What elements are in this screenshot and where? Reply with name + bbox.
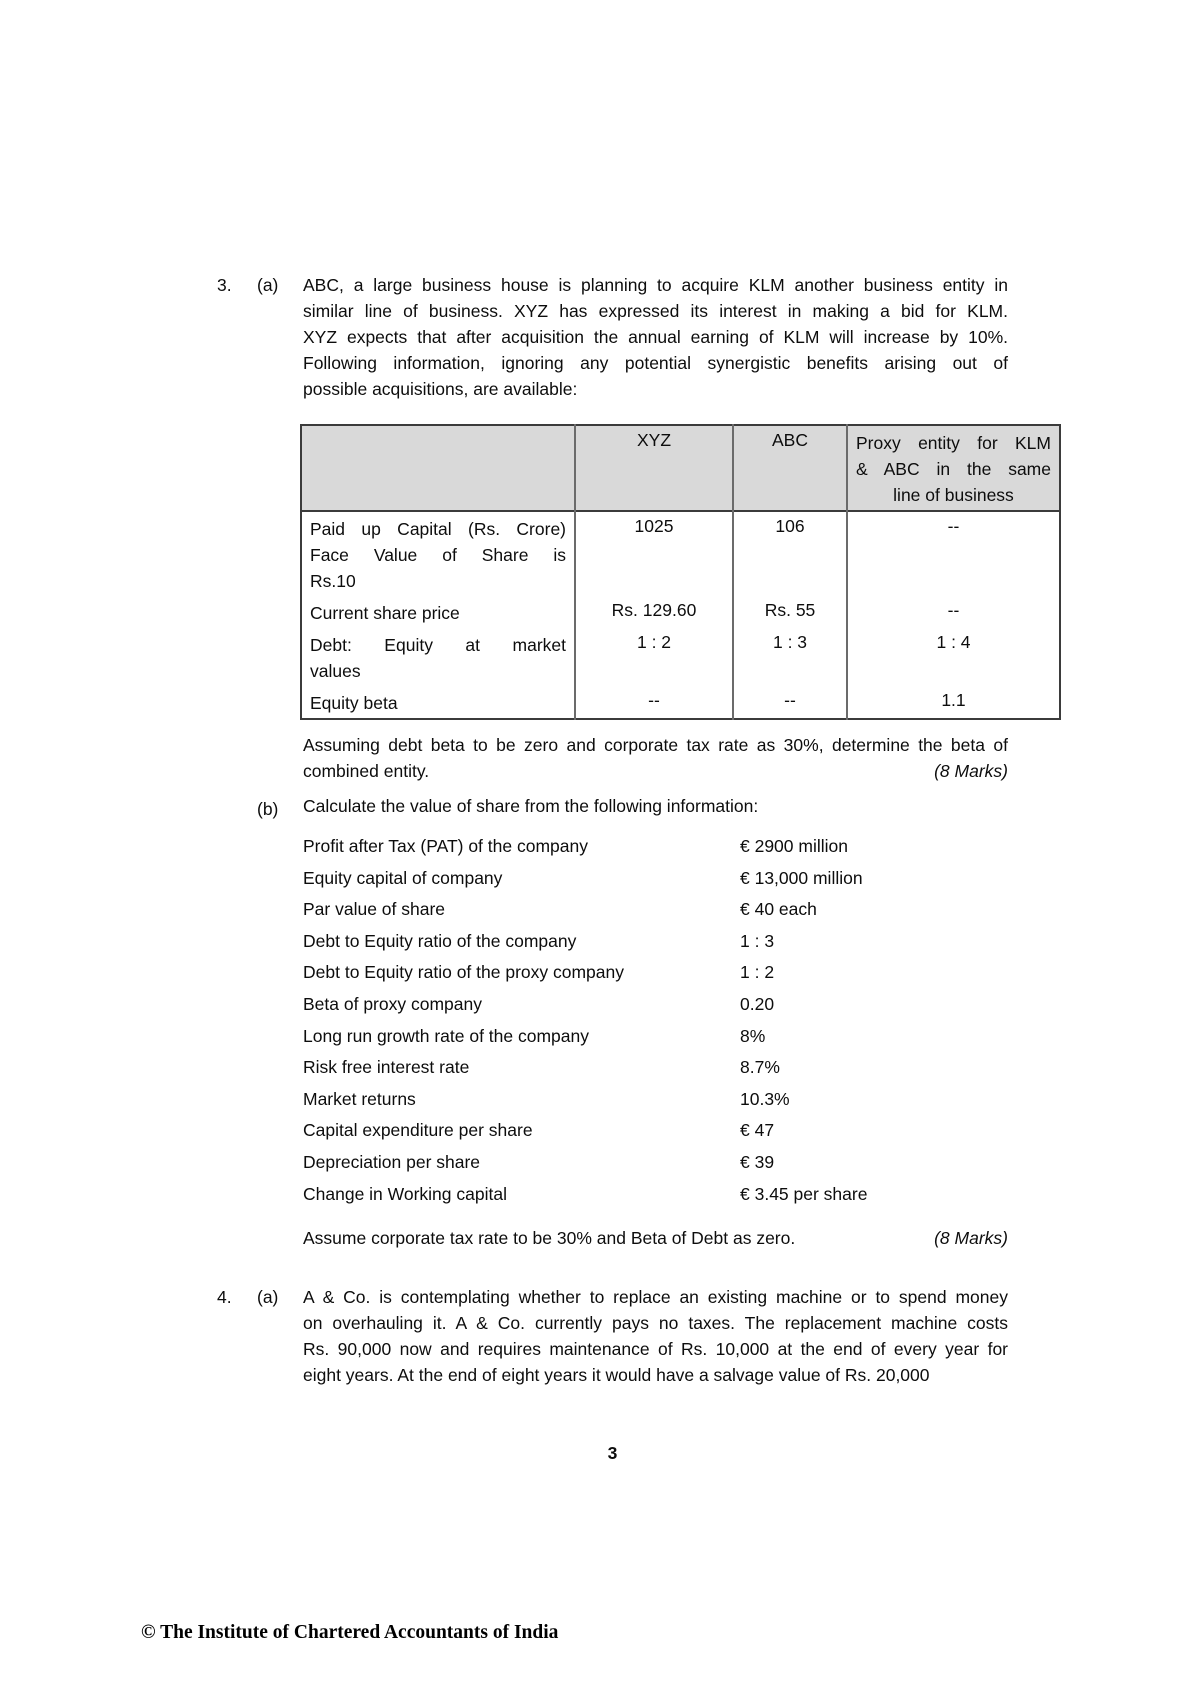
table-row: [301, 511, 1060, 596]
info-label: Capital expenditure per share: [303, 1120, 533, 1141]
table-row: [301, 628, 1060, 686]
info-row: [303, 896, 1008, 922]
table-header: [301, 425, 1060, 511]
info-label: Debt to Equity ratio of the company: [303, 930, 577, 951]
info-value: 1 : 2: [740, 962, 775, 983]
question-3b-block: [257, 796, 1008, 822]
info-list: [303, 833, 1008, 1212]
text-line: eight years. At the end of eight years it would have a salvage value of Rs. 20,000: [303, 1365, 930, 1385]
value-cell-abc: Rs. 55: [733, 596, 847, 628]
info-row: [303, 1086, 1008, 1112]
row-label-cell: [301, 628, 575, 686]
info-label: Depreciation per share: [303, 1151, 481, 1172]
text-line: Debt: Equity at market: [310, 635, 566, 655]
text-line: Current share price: [310, 603, 460, 623]
info-value: € 40 each: [740, 899, 817, 920]
info-row: [303, 1054, 1008, 1080]
header-proxy-entity: [847, 425, 1060, 511]
header-empty-cell: [301, 425, 575, 511]
info-row: [303, 1117, 1008, 1143]
page-number: 3: [607, 1443, 618, 1463]
text-line: XYZ expects that after acquisition the annual earning of KLM will increase by 10%.: [303, 327, 1008, 347]
info-value: € 39: [740, 1151, 775, 1172]
comparison-table: [300, 424, 1061, 720]
marks-label: (8 Marks): [934, 761, 1008, 781]
text-line: & ABC in the same: [856, 459, 1051, 479]
info-value: € 13,000 million: [740, 867, 863, 888]
info-label: Profit after Tax (PAT) of the company: [303, 836, 588, 856]
info-value: 1 : 3: [740, 930, 775, 951]
value-cell-proxy: 1 : 4: [847, 628, 1060, 686]
info-label: Beta of proxy company: [303, 993, 482, 1014]
info-value: 8%: [740, 1025, 766, 1046]
value-cell-abc: --: [733, 686, 847, 719]
table-body: [301, 511, 1060, 719]
text-line: combined entity.: [303, 761, 430, 781]
info-value: € 2900 million: [740, 836, 848, 856]
info-label: Market returns: [303, 1088, 416, 1109]
info-value: 8.7%: [740, 1057, 780, 1078]
text-line: Proxy entity for KLM: [856, 433, 1051, 453]
info-label: Long run growth rate of the company: [303, 1025, 590, 1046]
question-number: 3.: [217, 275, 232, 295]
text-line: Rs.10: [310, 571, 356, 591]
footer-copyright: © The Institute of Chartered Accountants of India: [141, 1622, 559, 1643]
text-line: similar line of business. XYZ has expressed its interest in making a bid for KLM.: [303, 301, 1008, 321]
info-value: € 47: [740, 1120, 775, 1141]
info-row: [303, 959, 1008, 985]
question-3a-block: [217, 272, 1008, 402]
value-cell-xyz: --: [575, 686, 733, 719]
question-3b-intro: Calculate the value of share from the following information:: [303, 796, 759, 816]
row-label-cell: [301, 511, 575, 596]
text-line: possible acquisitions, are available:: [303, 379, 578, 399]
info-row: [303, 1181, 1008, 1207]
info-label: Par value of share: [303, 899, 446, 920]
info-row: [303, 1023, 1008, 1049]
subpart-label-b: (b): [257, 799, 279, 819]
value-cell-abc: 1 : 3: [733, 628, 847, 686]
text-line: Paid up Capital (Rs. Crore): [310, 519, 566, 539]
text-line: Rs. 90,000 now and requires maintenance of Rs. 10,000 at the end of every year for: [303, 1339, 1008, 1359]
table-row: [301, 686, 1060, 719]
header-xyz: XYZ: [575, 425, 733, 511]
info-row: [303, 833, 1008, 859]
question-3a-closing: [303, 732, 1008, 784]
text-line: values: [310, 661, 361, 681]
value-cell-xyz: 1025: [575, 511, 733, 596]
info-row: [303, 928, 1008, 954]
value-cell-proxy: 1.1: [847, 686, 1060, 719]
info-value: 0.20: [740, 993, 775, 1014]
value-cell-xyz: Rs. 129.60: [575, 596, 733, 628]
question-4a-paragraph: [303, 1284, 1008, 1388]
text-line: ABC, a large business house is planning to acquire KLM another business entity in: [303, 275, 1008, 295]
info-value: € 3.45 per share: [740, 1183, 868, 1204]
text-line: Assume corporate tax rate to be 30% and Beta of Debt as zero.: [303, 1228, 796, 1248]
info-label: Change in Working capital: [303, 1183, 507, 1204]
header-abc: ABC: [733, 425, 847, 511]
question-4a-block: [217, 1284, 1008, 1388]
marks-label: (8 Marks): [934, 1228, 1008, 1248]
question-3a-paragraph: [303, 272, 1008, 402]
value-cell-proxy: --: [847, 511, 1060, 596]
text-line: Equity beta: [310, 693, 398, 713]
question-3b-closing: [303, 1225, 1008, 1251]
question-number: 4.: [217, 1287, 232, 1307]
info-row: [303, 991, 1008, 1017]
row-label-cell: [301, 596, 575, 628]
table-header-row: [301, 425, 1060, 511]
value-cell-proxy: --: [847, 596, 1060, 628]
table-row: [301, 596, 1060, 628]
text-line: line of business: [893, 485, 1014, 505]
info-label: Debt to Equity ratio of the proxy company: [303, 962, 624, 983]
subpart-label-a: (a): [257, 1287, 279, 1307]
text-line: Assuming debt beta to be zero and corporate tax rate as 30%, determine the beta of: [303, 735, 1008, 755]
info-row: [303, 865, 1008, 891]
info-value: 10.3%: [740, 1088, 790, 1109]
value-cell-abc: 106: [733, 511, 847, 596]
subpart-label-a: (a): [257, 275, 279, 295]
text-line: Following information, ignoring any potential synergistic benefits arising out of: [303, 353, 1008, 373]
text-line: on overhauling it. A & Co. currently pays no taxes. The replacement machine costs: [303, 1313, 1008, 1333]
text-line: A & Co. is contemplating whether to replace an existing machine or to spend money: [303, 1287, 1008, 1307]
info-row: [303, 1149, 1008, 1175]
row-label-cell: [301, 686, 575, 719]
closing-with-marks: [303, 758, 1008, 784]
value-cell-xyz: 1 : 2: [575, 628, 733, 686]
info-label: Risk free interest rate: [303, 1057, 470, 1078]
info-label: Equity capital of company: [303, 867, 503, 888]
text-line: Face Value of Share is: [310, 545, 566, 565]
